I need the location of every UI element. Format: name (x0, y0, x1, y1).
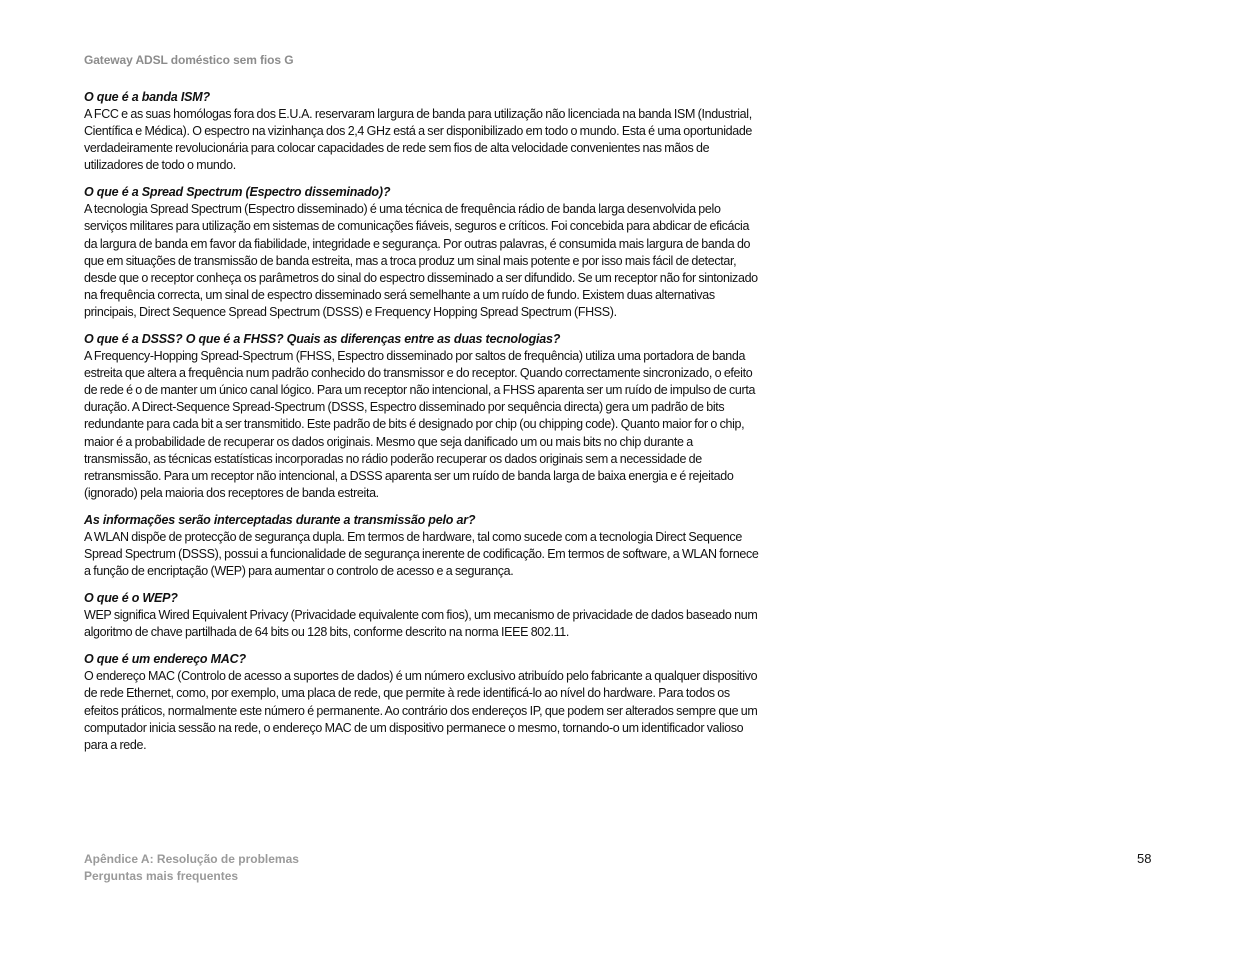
faq-content (84, 89, 760, 764)
faq-item-ism-band (84, 89, 760, 174)
faq-item-mac-address (84, 651, 760, 753)
faq-answer: A WLAN dispõe de protecção de segurança dupla. Em termos de hardware, tal como sucede com a tecnologia Direct Sequence Spread Spectrum (DSSS), possui a funcionalidade de segurança inerente de codificação. Em termos de software, a WLAN fornece a função de encriptação (WEP) para aumentar o controlo de acesso e a segurança. (84, 529, 759, 579)
faq-question: O que é o WEP? (84, 591, 178, 606)
footer-chapter: Apêndice A: Resolução de problemas (84, 852, 299, 866)
faq-answer: O endereço MAC (Controlo de acesso a suportes de dados) é um número exclusivo atribuído pelo fabricante a qualquer dispositivo de rede Ethernet, como, por exemplo, uma placa de rede, que permite à rede identificá-lo ao nível do hardware. Para todos os efeitos práticos, normalmente este número é permanente. Ao contrário dos endereços IP, que podem ser alterados sempre que um computador inicia sessão na rede, o endereço MAC de um dispositivo permanece o mesmo, tornando-o um identificador valioso para a rede. (84, 669, 758, 752)
faq-answer: A Frequency-Hopping Spread-Spectrum (FHSS, Espectro disseminado por saltos de frequência) utiliza uma portadora de banda estreita que altera a frequência num padrão conhecido do transmissor e do receptor. Quando correctamente sincronizado, o efeito de rede é o de manter um único canal lógico. Para um receptor não intencional, a FHSS aparenta ser um ruído de impulso de curta duração. A Direct-Sequence Spread-Spectrum (DSSS, Espectro disseminado por sequência directa) gera um padrão de bits redundante para cada bit a ser transmitido. Este padrão de bits é designado por chip (ou chipping code). Quanto maior for o chip, maior é a probabilidade de recuperar os dados originais. Mesmo que seja danificado um ou mais bits no chip durante a transmissão, as técnicas estatísticas incorporadas no rádio poderão recuperar os dados originais sem a necessidade de retransmissão. Para um receptor não intencional, a DSSS aparenta ser um ruído de banda larga de baixa energia e é rejeitado (ignorado) pela maioria dos receptores de banda estreita. (84, 349, 756, 500)
faq-answer: WEP significa Wired Equivalent Privacy (Privacidade equivalente com fios), um mecanismo de privacidade de dados baseado num algoritmo de chave partilhada de 64 bits ou 128 bits, conforme descrito na norma IEEE 802.11. (84, 608, 758, 640)
faq-question: O que é um endereço MAC? (84, 652, 246, 667)
faq-answer: A tecnologia Spread Spectrum (Espectro disseminado) é uma técnica de frequência rádio de banda larga desenvolvida pelo serviços militares para utilização em sistemas de comunicações fiáveis, seguros e críticos. Foi concebida para abdicar de eficácia da largura de banda em favor da fiabilidade, integridade e segurança. Por outras palavras, é consumida mais largura de banda do que em situações de transmissão de banda estreita, mas a troca produz um sinal mais potente e por isso mais fácil de detectar, desde que o receptor conheça os parâmetros do sinal do espectro disseminado a ser difundido. Se um receptor não for sintonizado na frequência correcta, um sinal de espectro disseminado será semelhante a um ruído de fundo. Existem duas alternativas principais, Direct Sequence Spread Spectrum (DSSS) e Frequency Hopping Spread Spectrum (FHSS). (84, 202, 758, 319)
page-footer (84, 851, 299, 884)
footer-section: Perguntas mais frequentes (84, 868, 239, 883)
faq-question: O que é a banda ISM? (84, 90, 210, 104)
faq-item-interception (84, 512, 760, 580)
faq-question: As informações serão interceptadas durante a transmissão pelo ar? (84, 512, 476, 527)
faq-answer: A FCC e as suas homólogas fora dos E.U.A. reservaram largura de banda para utilização não licenciada na banda ISM (Industrial, Científica e Médica). O espectro na vizinhança dos 2,4 GHz está a ser disponibilizado em todo o mundo. Esta é uma oportunidade verdadeiramente revolucionária para colocar capacidades de rede sem fios de alta velocidade convenientes nas mãos de utilizadores de todo o mundo. (84, 107, 753, 173)
faq-item-wep (84, 590, 760, 641)
faq-question: O que é a Spread Spectrum (Espectro disseminado)? (84, 185, 391, 200)
faq-item-spread-spectrum (84, 184, 760, 321)
faq-question: O que é a DSSS? O que é a FHSS? Quais as diferenças entre as duas tecnologias? (84, 332, 561, 347)
running-header: Gateway ADSL doméstico sem fios G (84, 53, 294, 67)
faq-item-dsss-fhss (84, 331, 760, 502)
page-number: 58 (1137, 851, 1152, 866)
